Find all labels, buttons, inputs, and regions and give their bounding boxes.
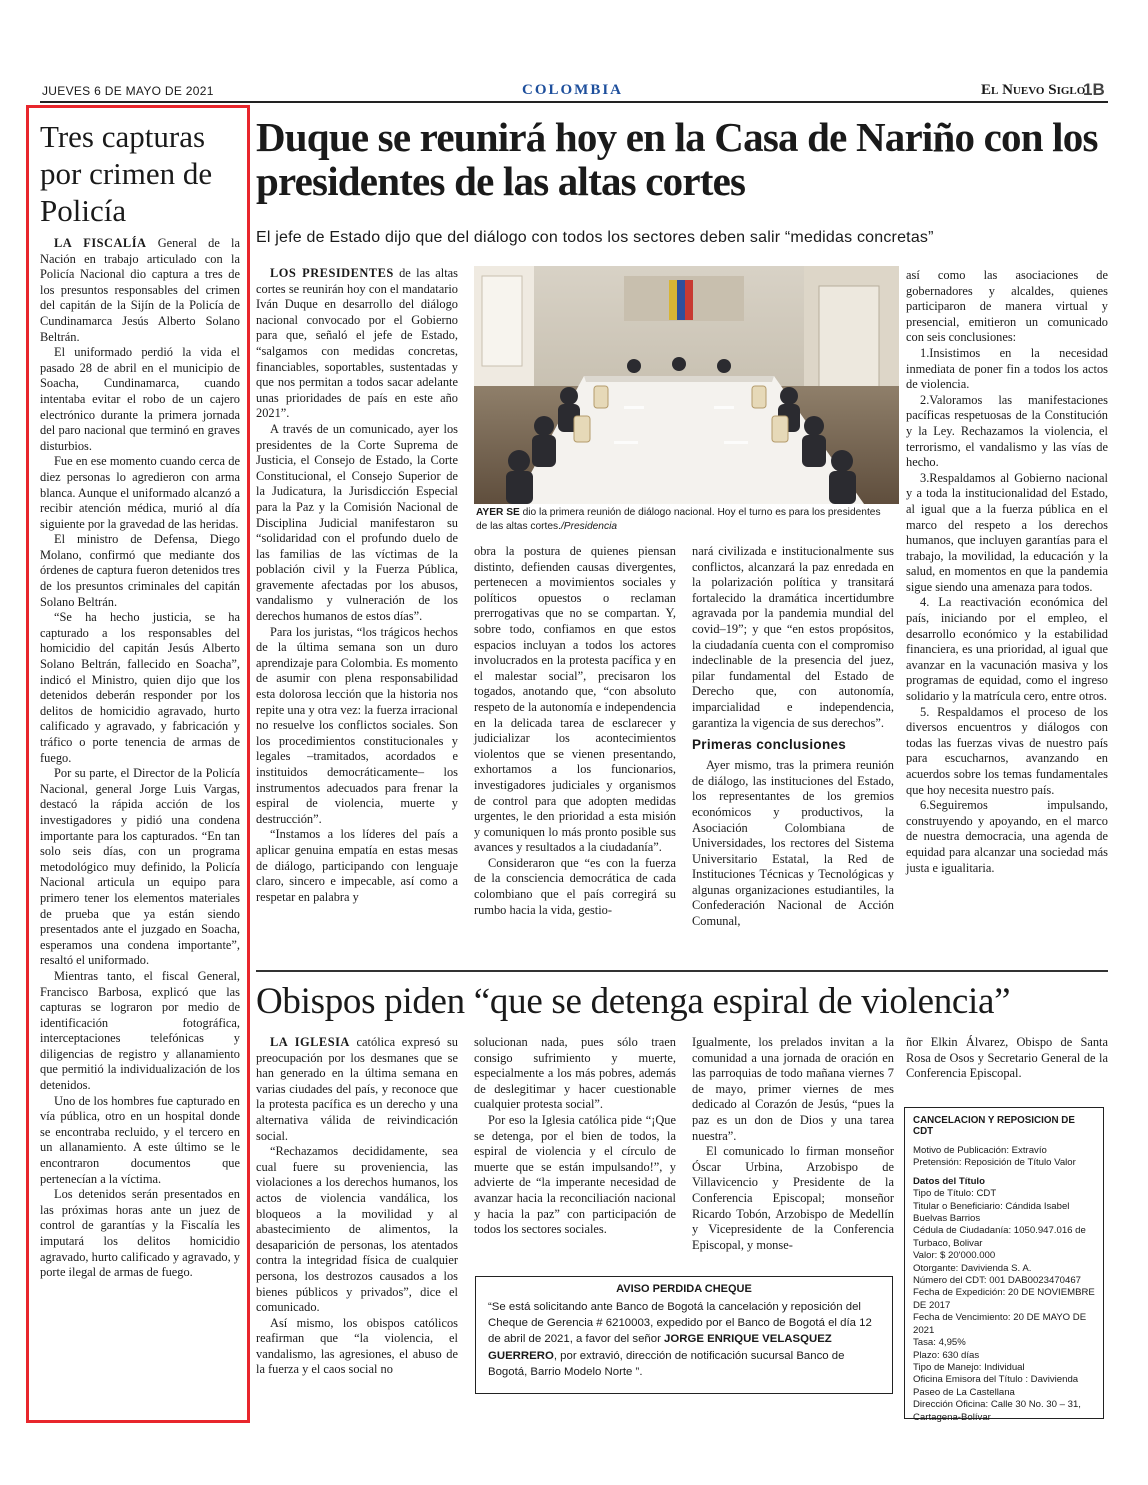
side-article-paragraph: El ministro de Defensa, Diego Molano, confirmó que mediante dos órdenes de captura fueron detenidos tres de los presuntos criminales del capitán Solano Beltrán.: [40, 532, 240, 609]
article-paragraph: solucionan nada, pues sólo traen consigo sufrimiento y muerte, especialmente a los más pobres, además de deslegitimar y hacer cuestionable cualquier protesta social”.: [474, 1035, 676, 1112]
article-paragraph: así como las asociaciones de gobernadores y alcaldes, quienes participaron de manera virtual y presencial, emitieron un comunicado con seis conclusiones:: [906, 268, 1108, 345]
notice-text: “Se está solicitando ante Banco de Bogotá la cancelación y reposición del Cheque de Gerencia # 6210003, expedido por el Banco de Bogotá el día 12 de abril de 2021, a favor del señor: [488, 1301, 872, 1346]
caption-text: dio la primera reunión de diálogo nacional. Hoy el turno es para los presidentes de las altas cortes.: [476, 507, 881, 532]
side-article-title: Tres capturas por crimen de Policía: [40, 119, 213, 228]
cdt-line: Número del CDT: 001 DAB0023470467: [913, 1275, 1081, 1287]
article-paragraph: Por eso la Iglesia católica pide “¡Que se detenga, por el bien de todos, la espiral de violencia y el círculo de muerte que se están impulsando!”, y advierte de “la imperante necesidad de avanzar hacia la reconciliación nacional y hacia la paz” con participación de todos los sectores sociales.: [474, 1112, 676, 1237]
article-paragraph: A través de un comunicado, ayer los presidentes de la Corte Suprema de Justicia, el Consejo de Estado, la Corte Constitucional, el Consejo Superior de la Judicatura, la Jurisdicción Especial para la Paz y la Comisión Nacional de Disciplina Judicial manifestaron su “solidaridad con el profundo duelo de las familias de las víctimas de la población civil y la Fuerza Pública, gravemente afectadas por los abusos, vandalismo y vulneración de los derechos humanos de estos días”.: [256, 421, 458, 624]
main-column-3: [692, 544, 894, 930]
side-article-paragraph: El uniformado perdió la vida el pasado 28 de abril en el municipio de Soacha, Cundinamarca, cuando intentaba evitar el robo de un cajero electrónico durante la primera jornada del paro nacional que terminó en graves disturbios.: [40, 345, 240, 453]
side-article-paragraph: “Se ha hecho justicia, se ha capturado a los responsables del homicidio del capitán Jesús Alberto Solano Beltrán, fallecido en Soacha”, indicó el Ministro, quien dijo que los detenidos deberán responder por los delitos de homicidio agravado, hurto calificado y agravado, y fabricación y tráfico o porte tenencia de armas de fuego.: [40, 610, 240, 765]
cheque-notice: [475, 1276, 893, 1394]
cdt-line: Plazo: 630 días: [913, 1349, 980, 1361]
article-paragraph: El comunicado lo firman monseñor Óscar Urbina, Arzobispo de Villavicencio y Presidente de la Conferencia Episcopal; monseñor Ricardo Tobón, Arzobispo de Medellín y Vicepresidente de la Conferencia Episcopal, y monse-: [692, 1144, 894, 1252]
article-paragraph: Ayer mismo, tras la primera reunión de diálogo, las instituciones del Estado, los representantes de los gremios económicos y productivos, la Asociación Colombiana de Universidades, los rectores del Sistema Universitario Estatal, la Red de Instituciones Técnicas y Tecnológicas y algunas organizaciones estudiantiles, la Confederación Nacional de Acción Comunal,: [692, 758, 894, 929]
paragraph-text: General de la Nación en trabajo articulado con la Policía Nacional dio captura a tres de los presuntos responsables del crimen del capitán de la Sijín de la Policía de Cundinamarca Jesús Alberto Solano Beltrán.: [40, 236, 240, 344]
cheque-notice-title: AVISO PERDIDA CHEQUE: [616, 1283, 752, 1295]
meeting-photo: [474, 266, 899, 504]
side-article-paragraph: Fue en ese momento cuando cerca de diez personas lo agredieron con arma blanca. Aunque el uniformado alcanzó a recibir atención médica, murió al día siguiente por la gravedad de las heridas.: [40, 454, 240, 531]
cdt-notice-title: CANCELACION Y REPOSICION DE CDT: [913, 1115, 1075, 1137]
side-article-paragraph: Por su parte, el Director de la Policía Nacional, general Jorge Luis Vargas, destacó la rápida acción de los investigadores y pidió una condena importante para los capturados. “En tan solo seis días, con un programa metodológico muy definido, la Policía Nacional articula un equipo para primero tener los elementos materiales de prueba que ya están siendo presentados ante el juzgado en Soacha, esperamos una condena importante”, resaltó el uniformado.: [40, 766, 240, 968]
cdt-line: Fecha de Vencimiento: 20 DE MAYO DE 2021: [913, 1312, 1087, 1336]
section-divider: [256, 970, 1108, 972]
newspaper-logo: El Nuevo Siglo: [981, 82, 1086, 98]
cdt-line: Datos del Título: [913, 1175, 985, 1187]
second-column-3: [692, 1035, 894, 1253]
main-headline: Duque se reunirá hoy en la Casa de Nariño con los presidentes de las altas cortes: [256, 114, 1098, 204]
paragraph-text: católica expresó su preocupación por los desmanes que se han generado en la última semana en varias ciudades del país, y reconoce que la protesta pacífica es un derecho y una alternativa válida de reivindicación social.: [256, 1035, 458, 1143]
cdt-line: Oficina Emisora del Título : Davivienda Paseo de La Castellana: [913, 1374, 1079, 1398]
article-paragraph: “Instamos a los líderes del país a aplicar genuina empatía en estas mesas de diálogo, participando con lenguaje claro, sincero e impecable, así como a respetar en palabra y: [256, 827, 458, 904]
second-column-4: [906, 1035, 1108, 1082]
side-article-paragraph: Mientras tanto, el fiscal General, Francisco Barbosa, explicó que las capturas se lograron por medio de identificación fotográfica, interceptaciones telefónicas y diligencias de registro y allanamiento que permitió la individualización de los detenidos.: [40, 968, 240, 1093]
second-column-2: [474, 1035, 676, 1238]
article-paragraph: [256, 1035, 458, 1144]
cdt-line: Titular o Beneficiario: Cándida Isabel Buelvas Barrios: [913, 1200, 1070, 1225]
second-column-1: [256, 1035, 458, 1378]
header-rule: [40, 101, 1108, 103]
cdt-line: Tasa: 4,95%: [913, 1337, 966, 1349]
photo-credit: /Presidencia: [560, 521, 617, 532]
caption-lead: AYER SE: [476, 507, 520, 518]
conclusion-item: 4. La reactivación económica del país, iniciando por el empleo, el desarrollo económico y la estabilidad financiera, es una prioridad, al igual que avanzar en la vacunación masiva y los programas de equidad, como el ingreso solidario y la matrícula cero, entre otros.: [906, 595, 1108, 704]
cdt-line: Fecha de Expedición: 20 DE NOVIEMBRE DE 2017: [913, 1287, 1095, 1311]
main-column-4: [906, 268, 1108, 876]
paragraph-text: de las altas cortes se reunirán hoy con el mandatario Iván Duque en desarrollo del diálogo nacional convocado por el Gobierno para que, señaló el jefe de Estado, “salgamos con medidas concretas, financiables, soportables, sustentadas y que nos permitan a todos sacar adelante unas prioridades de país en este año 2021”.: [256, 266, 458, 421]
side-article-paragraph: [40, 236, 240, 345]
cdt-line: Otorgante: Davivienda S. A.: [913, 1262, 1032, 1274]
conclusion-item: 2.Valoramos las manifestaciones pacíficas respetuosas de la Constitución y la Ley. Rechazamos la violencia, el terrorismo, el vandalismo y las vías de hecho.: [906, 392, 1108, 470]
second-article-lead: LA IGLESIA: [270, 1035, 350, 1049]
section-subhead: Primeras conclusiones: [692, 737, 847, 753]
article-paragraph: obra la postura de quienes piensan distinto, defienden causas divergentes, pertenecen a movimientos sociales y políticos opuestos o reclaman prerrogativas que no se compartan. Y, sobre todo, confiamos en que estos espacios incluyan a todos los actores involucrados en la protesta pacífica y en el malestar social”, precisaron los togados, anotando que, “con absoluto respeto de la autonomía e independencia en la delicada tarea de esclarecer y judicializar los acontecimientos violentos que se vienen presentando, exhortamos a los funcionarios, investigadores judiciales y organismos de control para que adopten medidas urgentes, le den prioridad a esta misión y comuniquen lo más pronto posible sus avances y resultados a la ciudadanía”.: [474, 544, 676, 855]
cdt-line: Motivo de Publicación: Extravío: [913, 1145, 1047, 1156]
notice-text: , por extravió, dirección de notificación sucursal Banco de Bogotá, Barrio Modelo Norte ”.: [488, 1349, 845, 1378]
photo-caption: [476, 506, 894, 534]
article-paragraph: Consideraron que “es con la fuerza de la consciencia democrática de cada colombiano que el país corregirá su rumbo hacia la vida, gestio-: [474, 855, 676, 917]
article-paragraph: Para los juristas, “los trágicos hechos de la última semana son un duro aprendizaje para Colombia. Es momento de asumir con plena responsabilidad esta dolorosa lección que la historia nos repite una y otra vez: la fuerza irracional no resuelve los conflictos sociales. Son los procedimientos constitucionales y legales –tramitados, acordados e instituidos democráticamente– los instrumentos adecuados para frenar la espiral de violencia, muerte y destrucción”.: [256, 624, 458, 826]
conclusion-item: 5. Respaldamos el proceso de los diversos encuentros y diálogos con todas las fuerzas vivas de nuestro país para escucharnos, avanzando en acuerdos sobre los temas fundamentales que hoy necesita nuestro país.: [906, 704, 1108, 797]
cdt-line: Dirección Oficina: Calle 30 No. 30 – 31, Cartagena-Bolívar: [913, 1399, 1081, 1423]
main-subheadline: El jefe de Estado dijo que del diálogo con todos los sectores deben salir “medidas concretas”: [256, 229, 934, 246]
article-paragraph: ñor Elkin Álvarez, Obispo de Santa Rosa de Osos y Secretario General de la Conferencia Episcopal.: [906, 1035, 1108, 1081]
conclusion-item: 6.Seguiremos impulsando, construyendo y apoyando, en el marco de nuestra democracia, una agenda de equidad para alcanzar una sociedad más justa e igualitaria.: [906, 798, 1108, 875]
cheque-notice-body: [488, 1299, 880, 1380]
main-article-lead: LOS PRESIDENTES: [270, 266, 394, 280]
cdt-line: Valor: $ 20'000.000: [913, 1250, 996, 1262]
cdt-line: Pretensión: Reposición de Título Valor: [913, 1157, 1076, 1169]
article-paragraph: Igualmente, los prelados invitan a la comunidad a una jornada de oración en las parroquias de todo mañana viernes 7 de mayo, primer viernes de mes dedicado al Corazón de Jesús, “pues la paz es un don de Dios y una tarea nuestra”.: [692, 1035, 894, 1143]
issue-date: JUEVES 6 DE MAYO DE 2021: [42, 84, 214, 98]
side-article-paragraph: Los detenidos serán presentados en las próximas horas ante un juez de control de garantías y la Fiscalía les imputará los delitos homicidio agravado, hurto calificado y agravado, y porte ilegal de armas de fuego.: [40, 1187, 240, 1280]
notice-name: JORGE ENRIQUE VELASQUEZ GUERRERO: [488, 1333, 832, 1362]
cdt-line: Cédula de Ciudadanía: 1050.947.016 de Turbaco, Bolivar: [913, 1225, 1086, 1249]
side-article-body: [40, 236, 240, 1281]
main-column-2: [474, 544, 676, 918]
article-paragraph: [256, 266, 458, 422]
article-paragraph: “Rechazamos decididamente, sea cual fuere su proveniencia, las violaciones a los derechos humanos, los actos de violencia vandálica, los bloqueos a la movilidad y al abastecimiento de alimentos, la desaparición de personas, los atentados contra la integridad física de cualquier persona, los destrozos causados a los bienes públicos y privados”, dice el comunicado.: [256, 1144, 458, 1315]
article-paragraph: nará civilizada e institucionalmente sus conflictos, alcanzará la paz enredada en la polarización política y transitará fortalecido la dramática incertidumbre agravada por la pandemia mundial del covid–19”; y que “en estos propósitos, la ciudadanía cuenta con el compromiso indeclinable de la presencia del juez, pilar fundamental del Estado de Derecho que, con autonomía, imparcialidad e independencia, garantiza la vigencia de sus derechos”.: [692, 544, 894, 730]
article-paragraph: Así mismo, los obispos católicos reafirman que “la violencia, el vandalismo, las agresiones, el abuso de la fuerza y el caos social no: [256, 1315, 458, 1377]
conclusion-item: 1.Insistimos en la necesidad inmediata de poner fin a todos los actos de violencia.: [906, 345, 1108, 392]
cdt-notice: [904, 1107, 1104, 1423]
meeting-photo-illustration: [474, 266, 899, 504]
page-number: 1B: [1083, 80, 1105, 99]
cdt-line: Tipo de Título: CDT: [913, 1188, 997, 1200]
section-name: COLOMBIA: [522, 82, 624, 98]
cdt-line: Tipo de Manejo: Individual: [913, 1361, 1025, 1373]
side-article-lead: LA FISCALÍA: [54, 236, 147, 250]
main-column-1: [256, 266, 458, 905]
side-article-paragraph: Uno de los hombres fue capturado en vía pública, otro en un hospital donde se encontraba recluido, y el tercero en un allanamiento. A este último se le encontraron documentos que pertenecían a la víctima.: [40, 1093, 240, 1186]
conclusion-item: 3.Respaldamos al Gobierno nacional y a toda la institucionalidad del Estado, al igual que a la fuerza pública en el marco del respeto a los derechos humanos, que incluyen garantías para el trabajo, la movilidad, la educación y la salud, en momentos en que la pandemia sigue siendo una amenaza para todos.: [906, 470, 1108, 594]
second-headline: Obispos piden “que se detenga espiral de violencia”: [256, 981, 1011, 1022]
